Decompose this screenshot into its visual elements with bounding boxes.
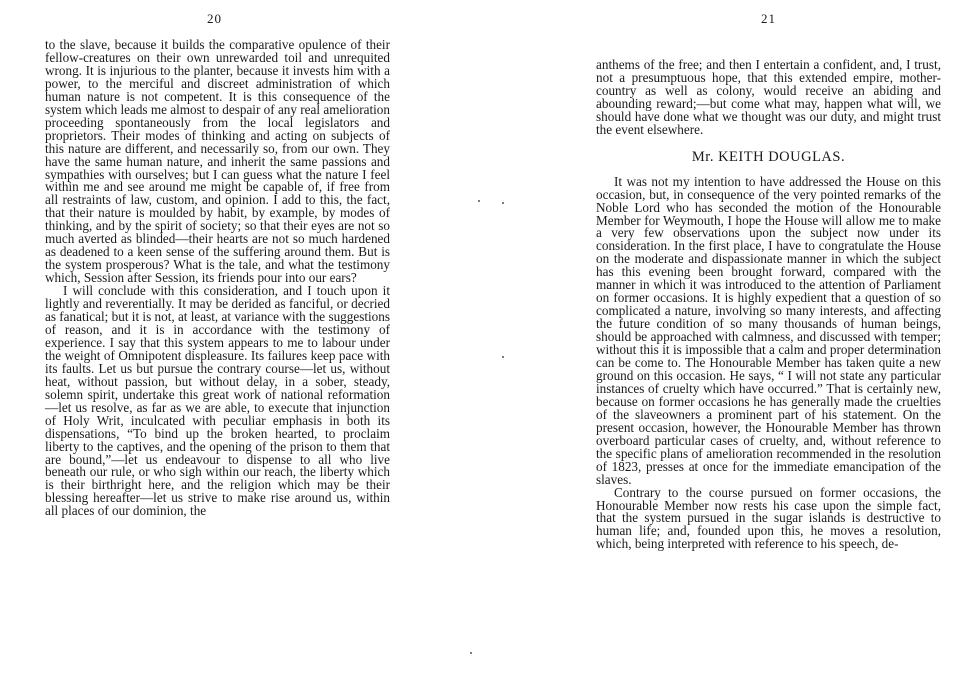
scan-speck <box>470 652 472 654</box>
left-paragraph-conclusion: I will conclude with this consideration, and I touch upon it lightly and reverentially. It may be derided as fanciful, or decried as fanatical; but it is not, at least, at variance with the suggestions of reason, and it is in accordance with the testimony of experience. I say that this system appears to me to labour under the weight of Omnipotent displeasure. Its failures keep pace with its faults. Let us but pursue the contrary course—let us, without heat, without passion, but without delay, in a sober, steady, solemn spirit, undertake this great work of national reformation—let us resolve, as far as we are able, to execute that injunction of Holy Writ, inculcated with peculiar emphasis in both its dispensations, “To bind up the broken hearted, to proclaim liberty to the captives, and the opening of the prison to them that are bound,”—let us endeavour to dispense to all who live beneath our rule, or who sigh within our reach, the liberty which is their birthright here, and the religion which may be their blessing hereafter—let us strive to make rise around us, within all places of our dominion, the <box>45 283 390 519</box>
right-paragraph-speech: It was not my intention to have addressed the House on this occasion, but, in consequence of the very pointed remarks of the Noble Lord who has seconded the motion of the Honourable Member for Weymouth, I hope the House will allow me to make a very few observations upon the subject now under its consideration. In the first place, I have to congratulate the House on the moderate and dispassionate manner in which the subject has this evening been brought forward, compared with the manner in which it was introduced to the attention of Parliament on former occasions. It is highly expedient that a question of so complicated a nature, involving so many interests, and affecting the future condition of so many thousands of human beings, should be approached with calmness, and discussed with temper; without this it is impossible that a calm and proper determination can be come to. The Honourable Member has taken quite a new ground on this occasion. He says, “ I will not state any particular instances of cruelty which have occurred.” That is certainly new, because on former occasions he has generally made the cruelties of the slaveowners a prominent part of his statement. On the present occasion, however, the Honourable Member has thrown overboard particular cases of cruelty, and, without reference to the specific plans of amelioration recommended in the resolution of 1823, presses at once for the immediate emancipation of the slaves. <box>596 173 941 487</box>
right-paragraph-continuation: anthems of the free; and then I entertain a confident, and, I trust, not a presumptuous hope, that this extended empire, mother-country as well as colony, would receive an abiding and abounding reward;—but come what may, happen what will, we should have done what we thought was our duty, and might trust the event elsewhere. <box>596 57 941 137</box>
scan-speck <box>502 202 504 204</box>
page-number-right: 21 <box>761 11 776 26</box>
left-paragraph-continuation: to the slave, because it builds the comparative opulence of their fellow-creatures on their own unrewarded toil and unrequited wrong. It is injurious to the planter, because it invests him with a power, to the merciful and discreet administration of which human nature is not competent. It is this consequence of the system which leads me almost to despair of any real amelioration proceeding spontaneously from the local legislators and proprietors. Their modes of thinking and acting on subjects of this nature are different, and necessarily so, from our own. They have the same human nature, and inherit the same passions and sympathies with ourselves; but I can guess what the nature I feel within me and see around me might be capable of, if free from all restraints of law, custom, and opinion. I add to this, the fact, that their nature is moulded by habit, by example, by modes of thinking, and by the spirit of society; so that their eyes are not so much averted as blinded—their hearts are not so much hardened as deadened to a keen sense of the suffering around them. But is the system prosperous? What is the tale, and what the testimony which, Session after Session, its friends pour into our ears? <box>45 37 390 286</box>
page-number-left: 20 <box>207 11 222 26</box>
left-text-column <box>45 39 390 518</box>
speaker-heading: Mr. KEITH DOUGLAS. <box>691 148 846 165</box>
scan-speck <box>478 200 480 202</box>
right-paragraph-speech-2: Contrary to the course pursued on former occasions, the Honourable Member now rests his case upon the simple fact, that the system pursued in the sugar islands is destructive to human life; and, founded upon this, he moves a resolution, which, being interpreted with reference to his speech, de- <box>596 484 941 552</box>
scan-speck <box>502 356 504 358</box>
right-text-column <box>596 59 941 551</box>
right-page <box>490 0 980 678</box>
